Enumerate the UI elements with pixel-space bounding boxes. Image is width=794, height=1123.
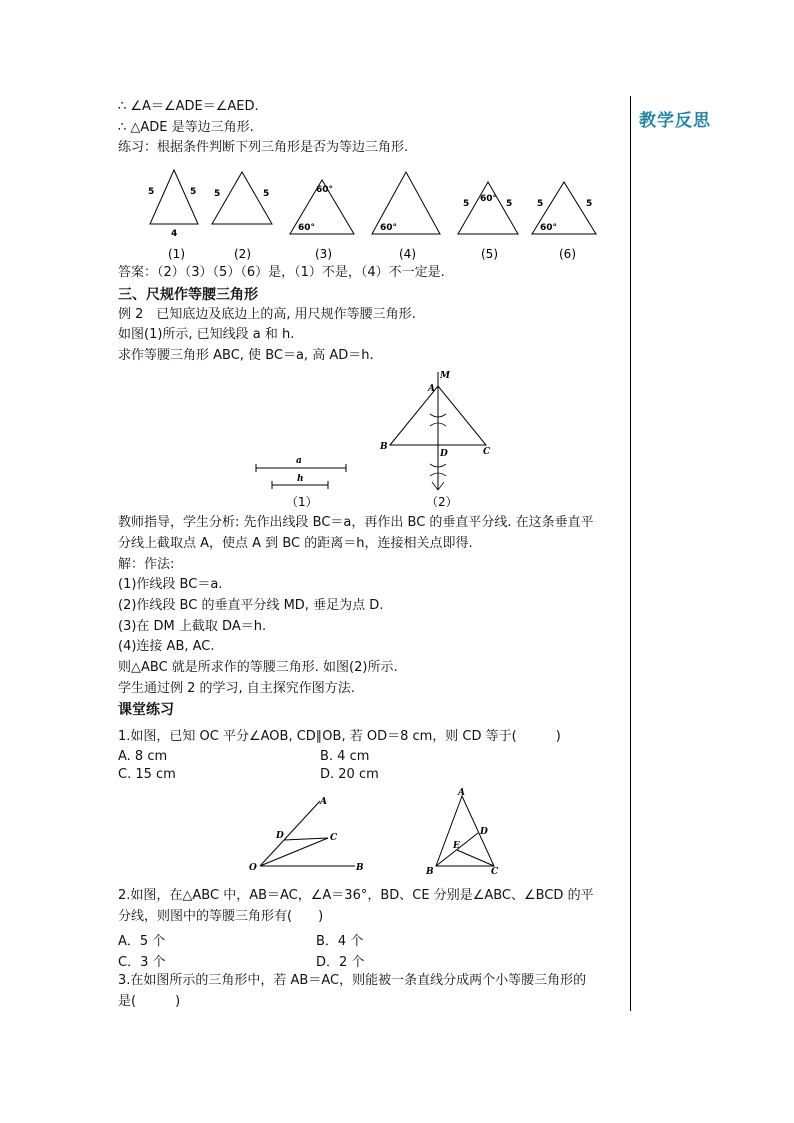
- point-label-o: O: [249, 863, 257, 873]
- point-label-b: B: [380, 442, 388, 452]
- triangle-label: 4: [171, 229, 178, 239]
- point-label-e: E: [453, 841, 460, 851]
- point-label-d: D: [276, 831, 284, 841]
- angle-label: 60°: [380, 223, 398, 233]
- figure-caption: (6): [559, 247, 576, 261]
- figure-caption: (1): [168, 247, 185, 261]
- triangle-4: [372, 172, 440, 261]
- text-line: 是( ): [118, 994, 181, 1009]
- text-line: 分线，则图中的等腰三角形有( ): [118, 909, 324, 924]
- figure-q1: [249, 797, 364, 873]
- text-line: 练习：根据条件判断下列三角形是否为等边三角形.: [118, 140, 409, 155]
- text-line: 如图(1)所示, 已知线段 a 和 h.: [118, 327, 295, 342]
- point-label-d: D: [480, 827, 488, 837]
- point-label-d: D: [440, 449, 448, 459]
- q2-option-d: D．2 个: [316, 955, 365, 970]
- text-line: 教师指导，学生分析: 先作出线段 BC＝a，再作出 BC 的垂直平分线. 在这条垂直平: [118, 515, 594, 530]
- point-label-c: C: [491, 867, 499, 877]
- q1-option-a: A. 8 cm: [118, 749, 168, 764]
- triangle-2: [212, 172, 272, 261]
- practice-triangles-figure: [140, 166, 610, 264]
- given-segments: [256, 456, 346, 509]
- point-label-a: A: [458, 788, 465, 798]
- text-line: 解：作法:: [118, 557, 175, 572]
- question-3: 3.在如图所示的三角形中，若 AB＝AC，则能被一条直线分成两个小等腰三角形的: [118, 973, 587, 988]
- q1-option-c: C. 15 cm: [118, 767, 176, 782]
- section-heading: 课堂练习: [118, 702, 174, 718]
- text-line: (1)作线段 BC＝a.: [118, 577, 223, 592]
- section-heading: 三、尺规作等腰三角形: [118, 287, 258, 303]
- text-line: (4)连接 AB, AC.: [118, 639, 215, 654]
- q1-option-d: D. 20 cm: [320, 767, 379, 782]
- text-line: (3)在 DM 上截取 DA＝h.: [118, 619, 267, 634]
- triangle-label: 5: [463, 199, 470, 209]
- point-label-m: M: [440, 371, 450, 381]
- triangle-1: [148, 170, 198, 261]
- triangle-5: [458, 182, 518, 261]
- text-line: 则△ABC 就是所求作的等腰三角形. 如图(2)所示.: [118, 660, 398, 675]
- text-line: 求作等腰三角形 ABC, 使 BC＝a, 高 AD＝h.: [118, 348, 374, 363]
- column-divider: [630, 96, 631, 1011]
- triangle-label: 5: [263, 189, 270, 199]
- text-line: (2)作线段 BC 的垂直平分线 MD, 垂足为点 D.: [118, 598, 384, 613]
- point-label-a: A: [428, 384, 435, 394]
- triangle-label: 5: [190, 187, 197, 197]
- text-line: 学生通过例 2 的学习, 自主探究作图方法.: [118, 681, 355, 696]
- point-label-b: B: [356, 863, 364, 873]
- point-label-c: C: [483, 447, 491, 457]
- text-line: 例 2 已知底边及底边上的高, 用尺规作等腰三角形.: [118, 307, 416, 322]
- point-label-a: A: [320, 797, 327, 807]
- text-line: ∴ ∠A＝∠ADE＝∠AED.: [118, 99, 259, 114]
- segment-label-a: a: [296, 456, 302, 466]
- triangle-label: 5: [148, 187, 155, 197]
- angle-label: 60°: [540, 223, 558, 233]
- triangle-label: 5: [506, 199, 513, 209]
- point-label-b: B: [426, 867, 434, 877]
- question-figures: [240, 786, 520, 882]
- figure-caption: (5): [481, 247, 498, 261]
- angle-label: 60°: [480, 194, 498, 204]
- triangle-label: 5: [214, 189, 221, 199]
- angle-label: 60°: [298, 223, 316, 233]
- q2-option-a: A．5 个: [118, 934, 166, 949]
- question-2: 2.如图，在△ABC 中，AB＝AC，∠A＝36°，BD、CE 分别是∠ABC、∠BCD 的平: [118, 888, 594, 903]
- angle-label: 60°: [316, 185, 334, 195]
- triangle-6: [532, 182, 596, 261]
- figure-caption: （1）: [286, 495, 318, 509]
- figure-caption: (2): [234, 247, 251, 261]
- figure-caption: (3): [315, 247, 332, 261]
- segment-label-h: h: [297, 474, 304, 484]
- question-1: 1.如图，已知 OC 平分∠AOB, CD∥OB, 若 OD＝8 cm，则 CD 等于( ): [118, 729, 561, 744]
- sidebar-title: 教学反思: [639, 111, 711, 131]
- isosceles-construction: [379, 371, 491, 509]
- text-line: 答案：（2）（3）（5）（6）是，（1）不是，（4）不一定是.: [118, 265, 445, 280]
- triangle-label: 5: [586, 199, 593, 209]
- q1-option-b: B. 4 cm: [320, 749, 370, 764]
- text-line: 分线上截取点 A，使点 A 到 BC 的距离＝h，连接相关点即得.: [118, 536, 473, 551]
- text-line: ∴ △ADE 是等边三角形.: [118, 120, 254, 135]
- point-label-c: C: [330, 833, 338, 843]
- figure-caption: （2）: [426, 495, 458, 509]
- figure-q2: [425, 788, 499, 877]
- construction-figure: [240, 364, 510, 512]
- triangle-label: 5: [537, 199, 544, 209]
- q2-option-b: B．4 个: [316, 934, 364, 949]
- figure-caption: (4): [399, 247, 416, 261]
- triangle-3: [290, 180, 354, 261]
- q2-option-c: C．3 个: [118, 955, 166, 970]
